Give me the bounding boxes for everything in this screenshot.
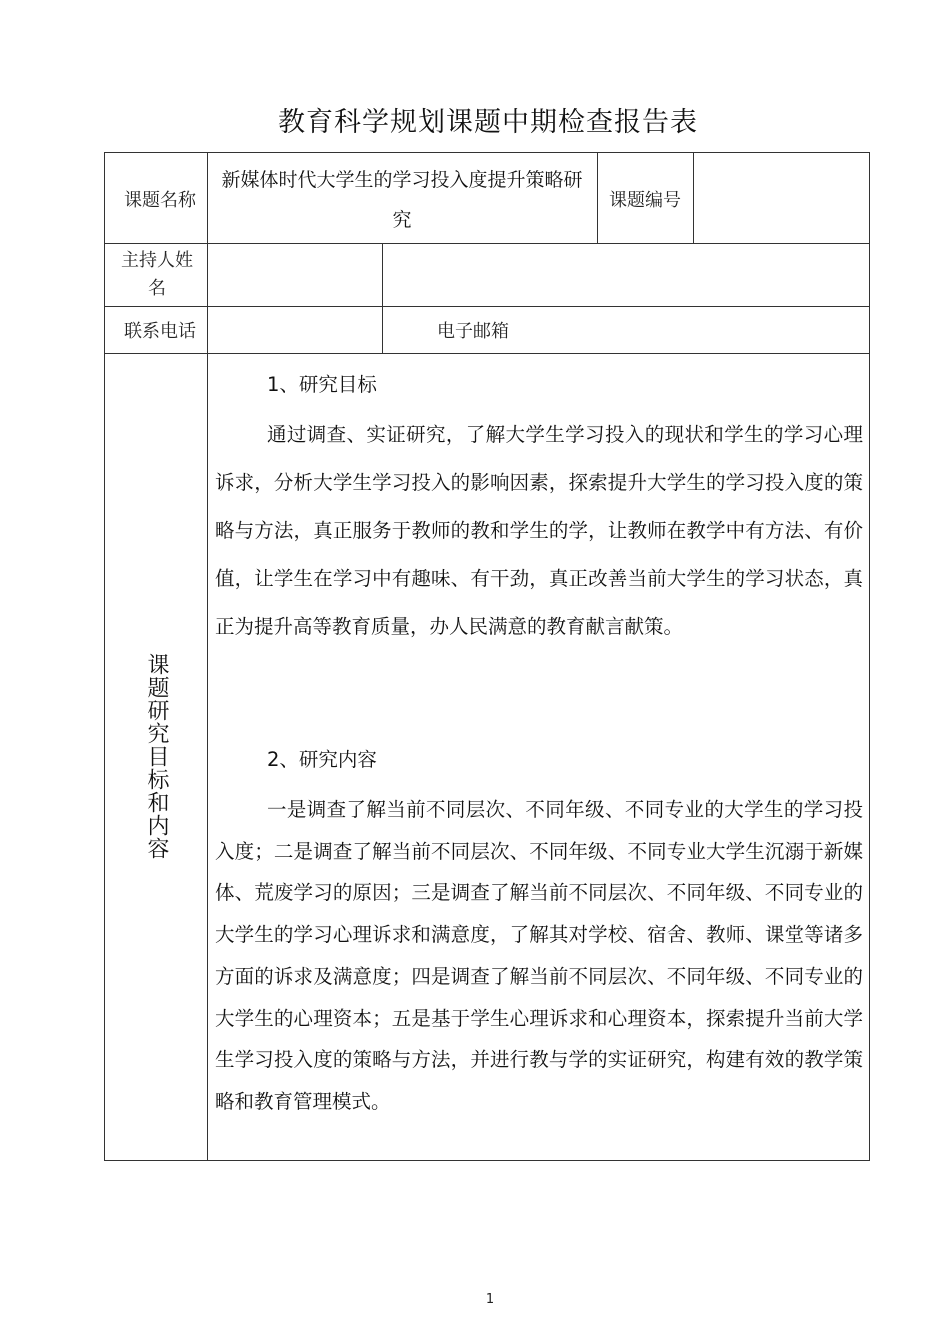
topic-number-value <box>693 153 869 243</box>
paragraph-research-content: 一是调查了解当前不同层次、不同年级、不同专业的大学生的学习投入度；二是调查了解当前不同层次、不同年级、不同专业大学生沉溺于新媒体、荒废学习的原因；三是调查了解当前不同层次、不同年级、不同专业的大学生的学习心理诉求和满意度，了解其对学校、宿舍、教师、课堂等诸多方面的诉求及满意度；四是调查了解当前不同层次、不同年级、不同专业的大学生的心理资本；五是基于学生心理诉求和心理资本，探索提升当前大学生学习投入度的策略与方法，并进行教与学的实证研究，构建有效的教学策略和教育管理模式。 <box>215 798 863 1113</box>
section-side-label-text: 课题研究目标和内容 <box>144 652 169 860</box>
heading-research-goals: 1、研究目标 <box>267 373 377 396</box>
host-name-value <box>207 243 382 306</box>
row-divider <box>105 353 869 354</box>
phone-value <box>207 306 382 353</box>
host-name-label: 主持人姓名 <box>121 249 193 299</box>
section-side-label <box>105 353 207 1159</box>
topic-name-value: 新媒体时代大学生的学习投入度提升策略研究 <box>221 169 583 231</box>
report-form-table <box>104 152 870 1161</box>
paragraph-research-goals: 通过调查、实证研究，了解大学生学习投入的现状和学生的学习心理诉求，分析大学生学习投入的影响因素，探索提升大学生的学习投入度的策略与方法，真正服务于教师的教和学生的学，让教师在教学中有方法、有价值，让学生在学习中有趣味、有干劲，真正改善当前大学生的学习状态，真正为提升高等教育质量，办人民满意的教育献言献策。 <box>215 423 863 638</box>
phone-label: 联系电话 <box>124 320 196 342</box>
page-title: 教育科学规划课题中期检查报告表 <box>278 107 698 138</box>
page-number: 1 <box>485 1292 495 1307</box>
topic-number-label: 课题编号 <box>609 190 681 211</box>
column-divider <box>382 243 383 353</box>
heading-research-content: 2、研究内容 <box>267 748 377 771</box>
email-label: 电子邮箱 <box>437 320 509 342</box>
email-value <box>525 306 825 353</box>
topic-name-label: 课题名称 <box>124 190 196 211</box>
